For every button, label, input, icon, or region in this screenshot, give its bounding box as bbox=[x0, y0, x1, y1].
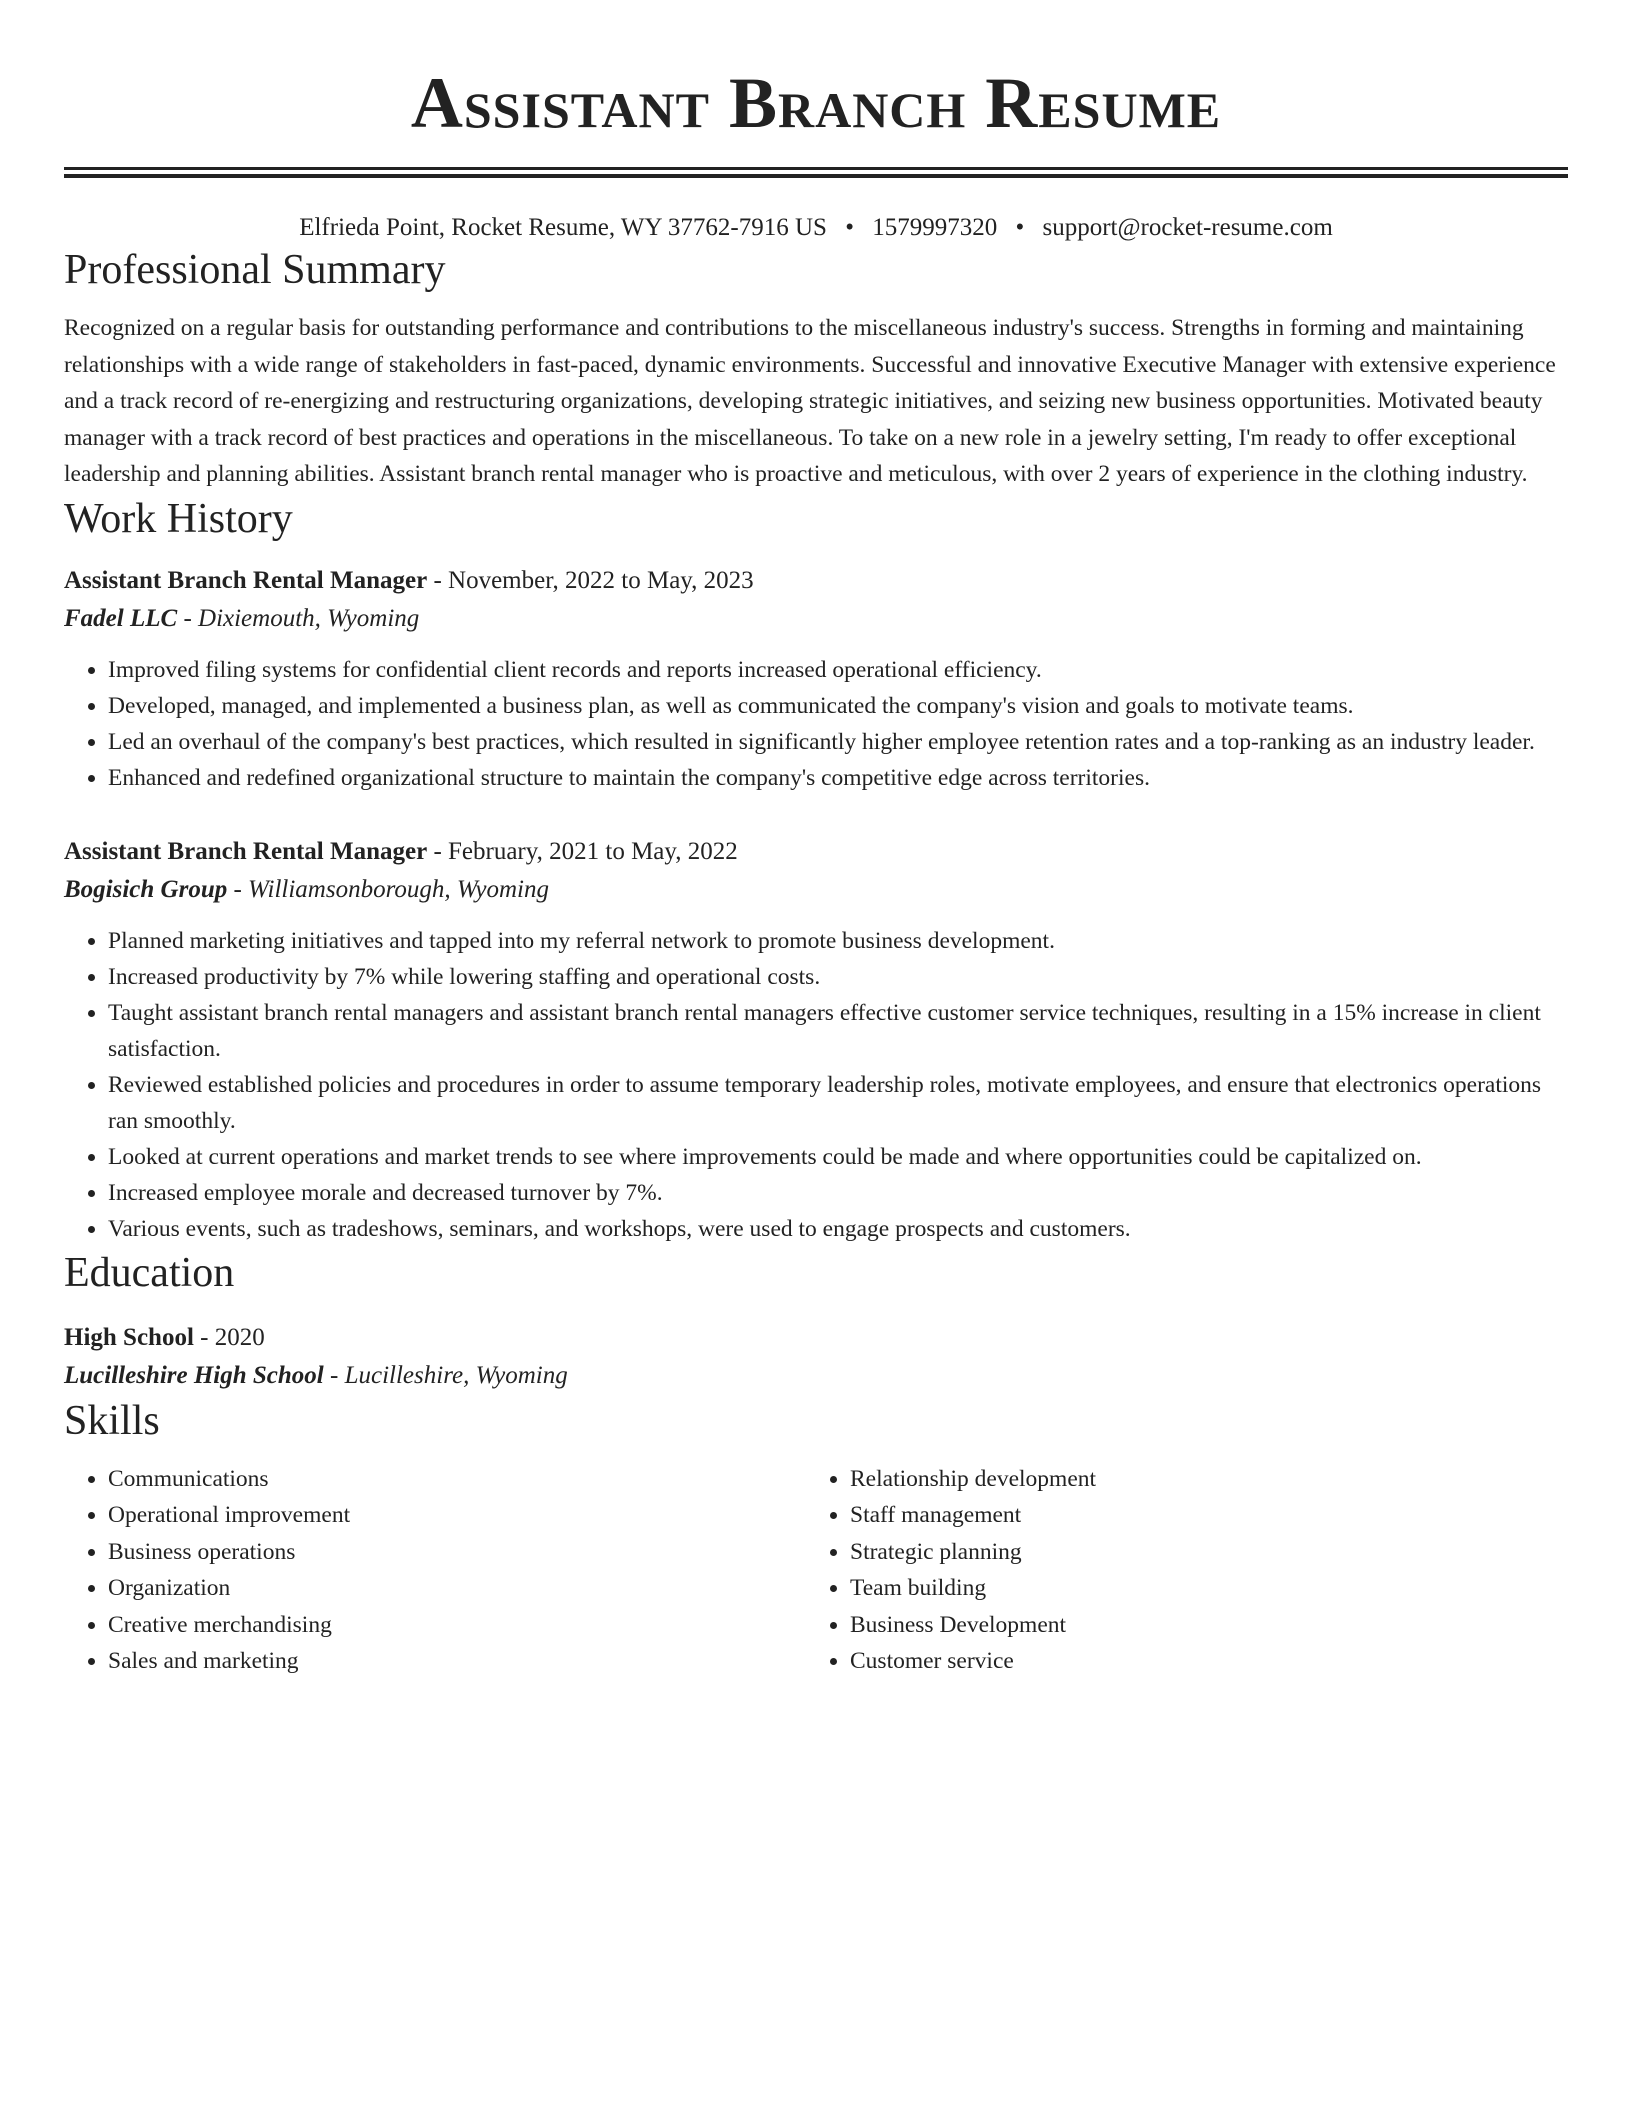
skill-item: • Staff management bbox=[850, 1497, 1568, 1534]
list-item: • Increased productivity by 7% while lowering staffing and operational costs. bbox=[108, 959, 1568, 995]
education-heading: Education bbox=[64, 1249, 235, 1296]
list-item: • Taught assistant branch rental managers and assistant branch rental managers effective customer service techniques, resulting in a 15% increase in client satisfaction. bbox=[108, 995, 1568, 1067]
skill-item: • Communications bbox=[108, 1461, 806, 1498]
list-item: • Looked at current operations and market trends to see where improvements could be made and where opportunities could be capitalized on. bbox=[108, 1139, 1568, 1175]
summary-heading: Professional Summary bbox=[64, 247, 446, 293]
company-location: - Williamsonborough, Wyoming bbox=[227, 875, 549, 903]
company-name: Bogisich Group bbox=[64, 875, 228, 903]
list-item: • Led an overhaul of the company's best practices, which resulted in significantly higher employee retention rates and a top-ranking as an industry leader. bbox=[108, 724, 1568, 760]
company-line bbox=[64, 600, 1568, 638]
skill-item: • Strategic planning bbox=[850, 1534, 1568, 1571]
skill-item: • Organization bbox=[108, 1570, 806, 1607]
summary-text: Recognized on a regular basis for outstanding performance and contributions to the miscellaneous industry's success. Strengths in forming and maintaining relationships with a wide range of stakeholders in fast-paced, dynamic environments. Successful and innovative Executive Manager with extensive experience and a track record of re-energizing and restructuring organizations, developing strategic initiatives, and seizing new business opportunities. Motivated beauty manager with a track record of best practices and operations in the miscellaneous. To take on a new role in a jewelry setting, I'm ready to offer exceptional leadership and planning abilities. Assistant branch rental manager who is proactive and meticulous, with over 2 years of experience in the clothing industry. bbox=[64, 315, 1556, 487]
skills-column-right bbox=[806, 1461, 1568, 1680]
skills-section bbox=[64, 1395, 1568, 1680]
page-title: Assistant Branch Resume bbox=[410, 63, 1222, 143]
contact-phone: 1579997320 bbox=[872, 214, 998, 241]
degree: High School bbox=[64, 1323, 194, 1351]
education-entry bbox=[64, 1319, 1568, 1395]
education-section bbox=[64, 1247, 1568, 1395]
list-item: • Various events, such as tradeshows, seminars, and workshops, were used to engage prospects and customers. bbox=[108, 1211, 1568, 1247]
job-bullets bbox=[64, 923, 1568, 1247]
skill-item: • Business operations bbox=[108, 1534, 806, 1571]
contact-address: Elfrieda Point, Rocket Resume, WY 37762-7916 US bbox=[299, 214, 827, 241]
list-item: • Improved filing systems for confidential client records and reports increased operational efficiency. bbox=[108, 652, 1568, 688]
graduation-year: - 2020 bbox=[193, 1323, 265, 1351]
job-title-line bbox=[64, 833, 1568, 871]
company-name: Fadel LLC bbox=[64, 604, 178, 632]
company-location: - Dixiemouth, Wyoming bbox=[177, 604, 420, 632]
job-entry bbox=[64, 562, 1568, 796]
school-name: Lucilleshire High School bbox=[64, 1361, 324, 1389]
skills-heading: Skills bbox=[64, 1397, 160, 1444]
list-item: • Reviewed established policies and procedures in order to assume temporary leadership roles, motivate employees, and ensure that electronics operations ran smoothly. bbox=[108, 1067, 1568, 1139]
skill-item: • Team building bbox=[850, 1570, 1568, 1607]
skills-columns bbox=[64, 1461, 1568, 1680]
work-history-heading: Work History bbox=[64, 495, 293, 542]
list-item: • Increased employee morale and decreased turnover by 7%. bbox=[108, 1175, 1568, 1211]
contact-line bbox=[64, 212, 1568, 244]
degree-line bbox=[64, 1319, 1568, 1357]
job-entry bbox=[64, 833, 1568, 1247]
job-title: Assistant Branch Rental Manager bbox=[64, 566, 428, 594]
job-dates: - February, 2021 to May, 2022 bbox=[427, 837, 738, 865]
skill-item: • Creative merchandising bbox=[108, 1607, 806, 1644]
job-dates: - November, 2022 to May, 2023 bbox=[427, 566, 754, 594]
skill-item: • Customer service bbox=[850, 1643, 1568, 1680]
summary-section bbox=[64, 244, 1568, 493]
skill-item: • Business Development bbox=[850, 1607, 1568, 1644]
title-divider bbox=[64, 167, 1568, 178]
school-line bbox=[64, 1357, 1568, 1395]
skill-item: • Operational improvement bbox=[108, 1497, 806, 1534]
company-line bbox=[64, 871, 1568, 909]
skill-item: • Sales and marketing bbox=[108, 1643, 806, 1680]
work-history-section bbox=[64, 493, 1568, 1247]
skill-item: • Relationship development bbox=[850, 1461, 1568, 1498]
school-location: - Lucilleshire, Wyoming bbox=[323, 1361, 568, 1389]
skills-column-left bbox=[64, 1461, 806, 1680]
list-item: • Planned marketing initiatives and tapped into my referral network to promote business development. bbox=[108, 923, 1568, 959]
list-item: • Developed, managed, and implemented a business plan, as well as communicated the company's vision and goals to motivate teams. bbox=[108, 688, 1568, 724]
contact-email: support@rocket-resume.com bbox=[1042, 214, 1333, 241]
job-title: Assistant Branch Rental Manager bbox=[64, 837, 428, 865]
job-title-line bbox=[64, 562, 1568, 600]
list-item: • Enhanced and redefined organizational structure to maintain the company's competitive edge across territories. bbox=[108, 760, 1568, 796]
job-bullets bbox=[64, 652, 1568, 796]
contact-separator: • bbox=[1015, 214, 1025, 241]
contact-separator: • bbox=[845, 214, 854, 241]
